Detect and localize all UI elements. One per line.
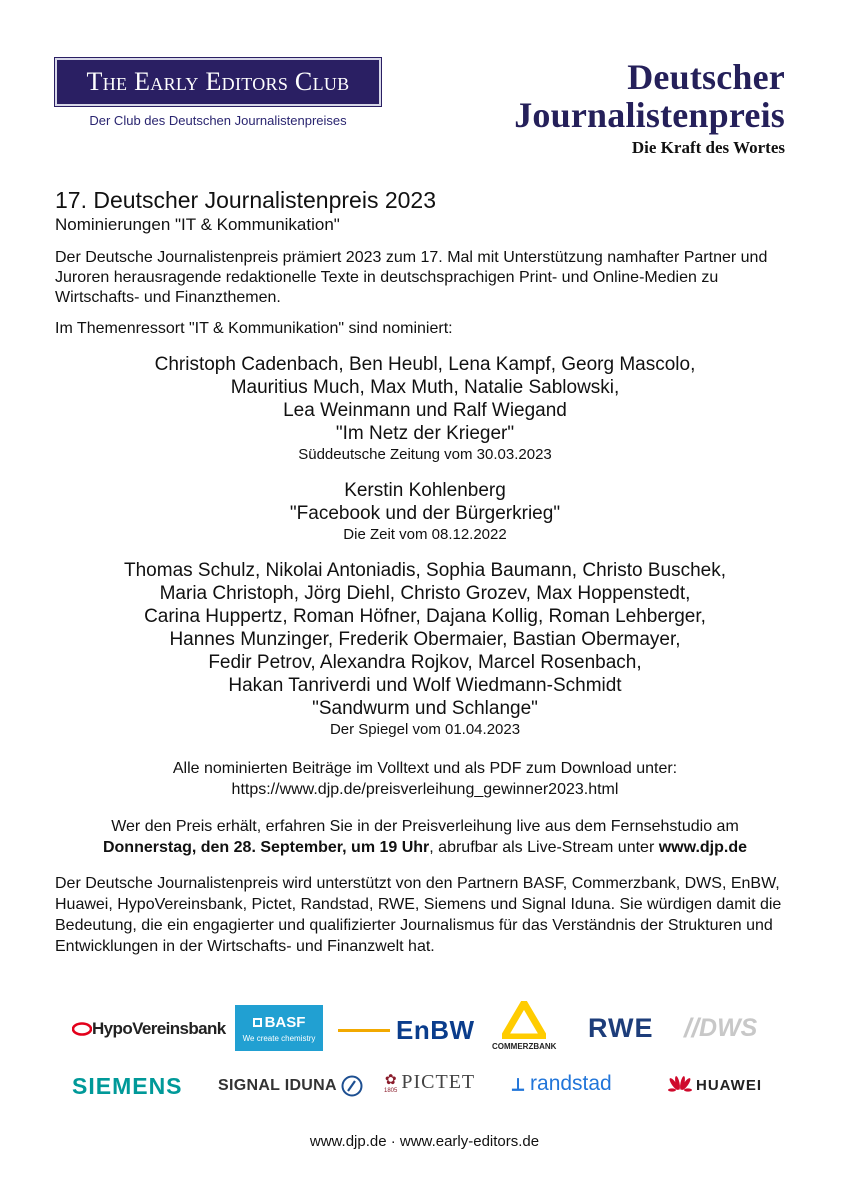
nominee-names: Kerstin Kohlenberg — [344, 480, 506, 501]
club-logo — [55, 58, 381, 106]
pictet-year: 1805 — [384, 1088, 398, 1094]
dws-slash-icon: // — [684, 1013, 700, 1043]
nominee-block-3 — [55, 559, 795, 740]
ceremony-date: Donnerstag, den 28. September, um 19 Uhr — [102, 839, 430, 856]
nominee-names: Thomas Schulz, Nikolai Antoniadis, Sophia Baumann, Christo Buschek, — [124, 560, 726, 581]
djp-logo-line1: Deutscher — [627, 57, 785, 97]
article-title: "Sandwurm und Schlange" — [312, 698, 538, 719]
article-publication: Süddeutsche Zeitung vom 30.03.2023 — [298, 446, 552, 463]
dws-logo — [684, 1013, 757, 1044]
hypovereinsbank-logo — [72, 1019, 226, 1039]
basf-text: BASF — [264, 1013, 306, 1031]
intro-paragraph: Der Deutsche Journalistenpreis prämiert 2023 zum 17. Mal mit Unterstützung namhafter Partner und Juroren herausragende redaktionelle Texte in deutschsprachigen Print- und Online-Medien zu Wirtschafts- und Finanzthemen. — [55, 249, 768, 306]
siemens-logo — [72, 1073, 183, 1100]
signal-iduna-logo — [218, 1075, 363, 1097]
pictet-crest-icon: ✿ — [384, 1071, 397, 1087]
djp-tagline: Die Kraft des Wortes — [631, 138, 785, 157]
pictet-text: PICTET — [401, 1071, 476, 1093]
article-title: "Facebook und der Bürgerkrieg" — [289, 503, 561, 524]
randstad-text: randstad — [530, 1072, 612, 1095]
article-publication: Die Zeit vom 08.12.2022 — [343, 526, 507, 543]
page-title: 17. Deutscher Journalistenpreis 2023 — [55, 187, 437, 213]
nominee-names: Hannes Munzinger, Frederik Obermaier, Bastian Obermayer, — [169, 629, 681, 650]
pictet-crest — [384, 1071, 397, 1094]
nominee-names: Hakan Tanriverdi und Wolf Wiedmann-Schmidt — [228, 675, 622, 696]
basf-square-icon — [253, 1018, 262, 1027]
nominee-names: Lea Weinmann und Ralf Wiegand — [283, 400, 567, 421]
basf-logo — [235, 1005, 323, 1051]
pictet-logo — [384, 1071, 475, 1094]
nominee-names: Maria Christoph, Jörg Diehl, Christo Grozev, Max Hoppenstedt, — [159, 583, 691, 604]
randstad-logo — [512, 1072, 612, 1096]
basf-tagline: We create chemistry — [242, 1033, 316, 1043]
ceremony-info — [55, 816, 795, 858]
siemens-text: SIEMENS — [72, 1073, 183, 1099]
club-name: The Early Editors Club — [86, 67, 350, 96]
signal-iduna-mark-icon — [341, 1075, 363, 1097]
main-content — [55, 186, 795, 957]
sponsors-paragraph: Der Deutsche Journalistenpreis wird unterstützt von den Partnern BASF, Commerzbank, DWS, EnBW, Huawei, HypoVereinsbank, Pictet, Randstad, RWE, Siemens und Signal Iduna. Sie würdigen damit die Bedeutung, die ein engagierter und qualifizierter Journalismus für das Verständnis der Strukturen und Entwicklungen in der Wirtschafts- und Finanzwelt hat. — [55, 875, 782, 955]
huawei-text: HUAWEI — [696, 1076, 762, 1094]
download-info — [55, 758, 795, 800]
signal-iduna-text: SIGNAL IDUNA — [218, 1077, 337, 1094]
commerzbank-logo — [492, 1001, 556, 1051]
enbw-logo — [338, 1015, 475, 1046]
enbw-line-icon — [338, 1029, 390, 1032]
ceremony-mid: , abrufbar als Live-Stream unter — [429, 839, 659, 856]
hypovereinsbank-text: HypoVereinsbank — [92, 1019, 226, 1038]
nominee-names: Christoph Cadenbach, Ben Heubl, Lena Kampf, Georg Mascolo, — [154, 354, 696, 375]
dws-text: DWS — [699, 1014, 758, 1042]
rwe-logo — [588, 1013, 654, 1044]
commerzbank-ribbon-icon — [502, 1001, 546, 1039]
randstad-mark-icon: ⟂ — [512, 1073, 525, 1094]
rwe-text: RWE — [588, 1013, 654, 1043]
nominee-names: Mauritius Much, Max Muth, Natalie Sablowski, — [230, 377, 620, 398]
huawei-flower-icon — [668, 1075, 692, 1095]
download-text: Alle nominierten Beiträge im Volltext und als PDF zum Download unter: — [172, 760, 678, 777]
djp-logo-line2: Journalistenpreis — [514, 95, 785, 135]
djp-logo — [514, 58, 785, 160]
huawei-logo — [668, 1075, 762, 1095]
enbw-text: EnBW — [396, 1015, 475, 1045]
download-link[interactable]: https://www.djp.de/preisverleihung_gewinner2023.html — [231, 781, 619, 798]
nominee-block-2 — [55, 479, 795, 545]
lead-paragraph: Im Themenressort "IT & Kommunikation" sind nominiert: — [55, 320, 453, 337]
ceremony-text: Wer den Preis erhält, erfahren Sie in der Preisverleihung live aus dem Fernsehstudio am — [111, 818, 739, 835]
hypo-mark-icon — [72, 1022, 92, 1036]
article-title: "Im Netz der Krieger" — [335, 423, 515, 444]
club-subtitle: Der Club des Deutschen Journalistenpreises — [89, 113, 347, 128]
nominee-names: Carina Huppertz, Roman Höfner, Dajana Kollig, Roman Lehberger, — [144, 606, 706, 627]
commerzbank-text: COMMERZBANK — [492, 1042, 557, 1051]
nominee-names: Fedir Petrov, Alexandra Rojkov, Marcel Rosenbach, — [208, 652, 642, 673]
page-subtitle: Nominierungen "IT & Kommunikation" — [55, 215, 340, 234]
sponsor-logos — [68, 1005, 778, 1120]
article-publication: Der Spiegel vom 01.04.2023 — [329, 721, 521, 738]
ceremony-site-link[interactable]: www.djp.de — [658, 839, 748, 856]
ceremony-line2 — [55, 837, 795, 858]
footer-links[interactable]: www.djp.de · www.early-editors.de — [309, 1133, 540, 1150]
nominee-block-1 — [55, 353, 795, 465]
basf-wordmark — [253, 1014, 306, 1031]
